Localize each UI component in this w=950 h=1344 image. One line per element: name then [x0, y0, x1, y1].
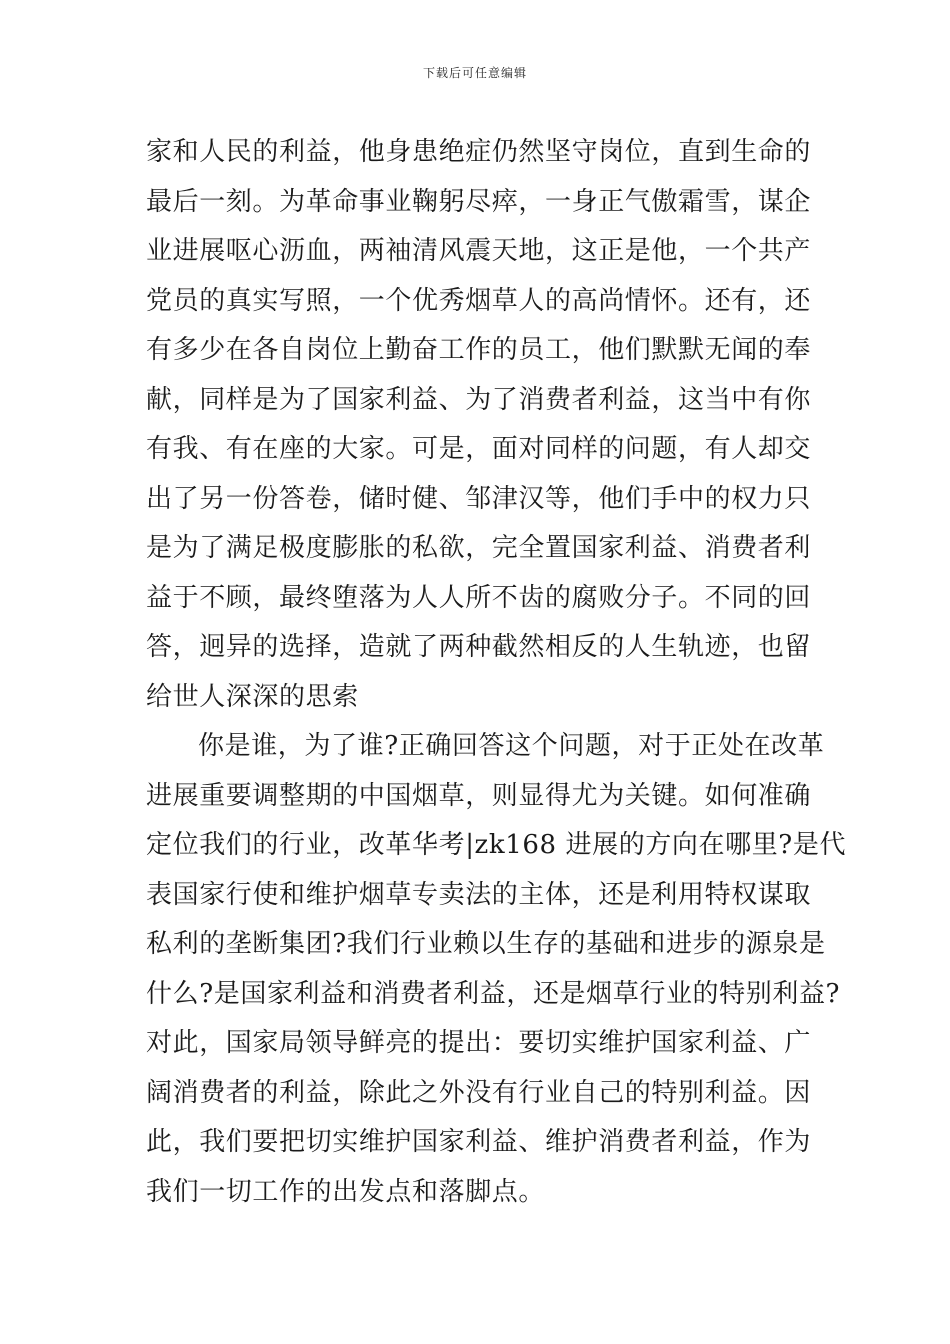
text-line: 家和人民的利益，他身患绝症仍然坚守岗位，直到生命的 — [146, 137, 812, 167]
text-line: 此，我们要把切实维护国家利益、维护消费者利益，作为 — [146, 1127, 812, 1157]
text-line: 阔消费者的利益，除此之外没有行业自己的特别利益。因 — [146, 1077, 812, 1108]
text-line: 出了另一份答卷，储时健、邹津汉等，他们手中的权力只 — [146, 483, 812, 514]
text-line: 献，同样是为了国家利益、为了消费者利益，这当中有你 — [146, 384, 812, 415]
text-line: 给世人深深的思索 — [146, 681, 359, 712]
text-line: 什么?是国家利益和消费者利益，还是烟草行业的特别利益? — [146, 978, 841, 1009]
paragraph-1 — [146, 128, 810, 722]
text-line: 有我、有在座的大家。可是，面对同样的问题，有人却交 — [146, 434, 812, 464]
text-line: 党员的真实写照，一个优秀烟草人的高尚情怀。还有，还 — [146, 285, 812, 316]
text-line: 益于不顾，最终堕落为人人所不齿的腐败分子。不同的回 — [146, 582, 812, 613]
page-header: 下载后可任意编辑 — [422, 66, 527, 80]
text-line: 对此，国家局领导鲜亮的提出：要切实维护国家利益、广 — [146, 1028, 812, 1058]
text-line: 最后一刻。为革命事业鞠躬尽瘁，一身正气傲霜雪，谋企 — [146, 186, 812, 217]
document-body — [146, 128, 847, 1217]
text-line: 进展重要调整期的中国烟草，则显得尤为关键。如何准确 — [146, 780, 812, 811]
text-line: 你是谁，为了谁?正确回答这个问题，对于正处在改革 — [198, 731, 825, 761]
text-line: 私利的垄断集团?我们行业赖以生存的基础和进步的源泉是 — [146, 929, 826, 959]
text-line: 是为了满足极度膨胀的私欲，完全置国家利益、消费者利 — [146, 533, 812, 563]
text-line: 定位我们的行业，改革华考|zk168 进展的方向在哪里?是代 — [146, 830, 847, 860]
text-line: 业进展呕心沥血，两袖清风震天地，这正是他，一个共产 — [146, 236, 812, 266]
text-line: 答，迥异的选择，造就了两种截然相反的人生轨迹，也留 — [146, 632, 812, 662]
paragraph-2 — [146, 722, 847, 1217]
text-line: 我们一切工作的出发点和落脚点。 — [146, 1176, 546, 1207]
text-line: 表国家行使和维护烟草专卖法的主体，还是利用特权谋取 — [146, 879, 812, 910]
text-line: 有多少在各自岗位上勤奋工作的员工，他们默默无闻的奉 — [146, 335, 812, 365]
